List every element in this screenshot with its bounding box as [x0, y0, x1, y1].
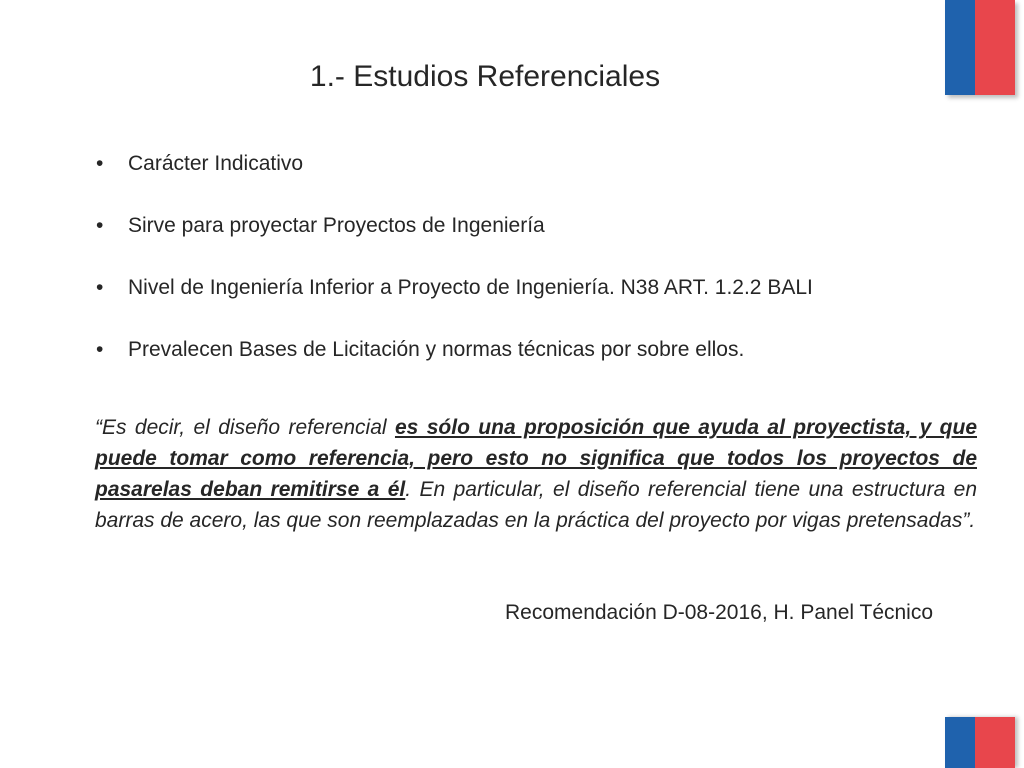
flag-blue-stripe [945, 717, 975, 768]
bullet-dot: • [96, 338, 104, 361]
bullet-dot: • [96, 152, 104, 175]
bullet-text: Nivel de Ingeniería Inferior a Proyecto de Ingeniería. N38 ART. 1.2.2 BALI [128, 276, 813, 299]
bullet-text: Carácter Indicativo [128, 152, 304, 175]
quote-underlined-text: es sólo una proposición que ayuda al proyectista, y que puede tomar como referencia, pero esto no significa que todos los proyectos de pasarelas deban remitirse a él [95, 416, 977, 501]
bullet-list [96, 148, 976, 396]
bullet-item [96, 210, 976, 272]
bullet-text: Sirve para proyectar Proyectos de Ingeniería [128, 214, 545, 237]
bullet-item [96, 334, 976, 396]
quote-text-continued: . En particular, el diseño referencial tiene una estructura en barras de acero, las que son reemplazadas en la práctica del proyecto por vigas pretensadas [95, 478, 978, 532]
flag-decoration-bottom [945, 717, 1015, 768]
bullet-dot: • [96, 214, 104, 237]
flag-red-stripe [975, 0, 1015, 95]
flag-red-stripe [975, 717, 1015, 768]
slide-title: 1.- Estudios Referenciales [309, 60, 661, 93]
bullet-item [96, 148, 976, 210]
quote-close-mark: ”. [962, 509, 976, 532]
quote-text: Es decir, el diseño referencial [102, 416, 395, 439]
quote-paragraph [95, 412, 977, 536]
bullet-item [96, 272, 976, 334]
quote-open-mark: “ [95, 416, 102, 439]
citation: Recomendación D-08-2016, H. Panel Técnico [505, 601, 934, 624]
bullet-dot: • [96, 276, 104, 299]
bullet-text: Prevalecen Bases de Licitación y normas técnicas por sobre ellos. [128, 338, 745, 361]
